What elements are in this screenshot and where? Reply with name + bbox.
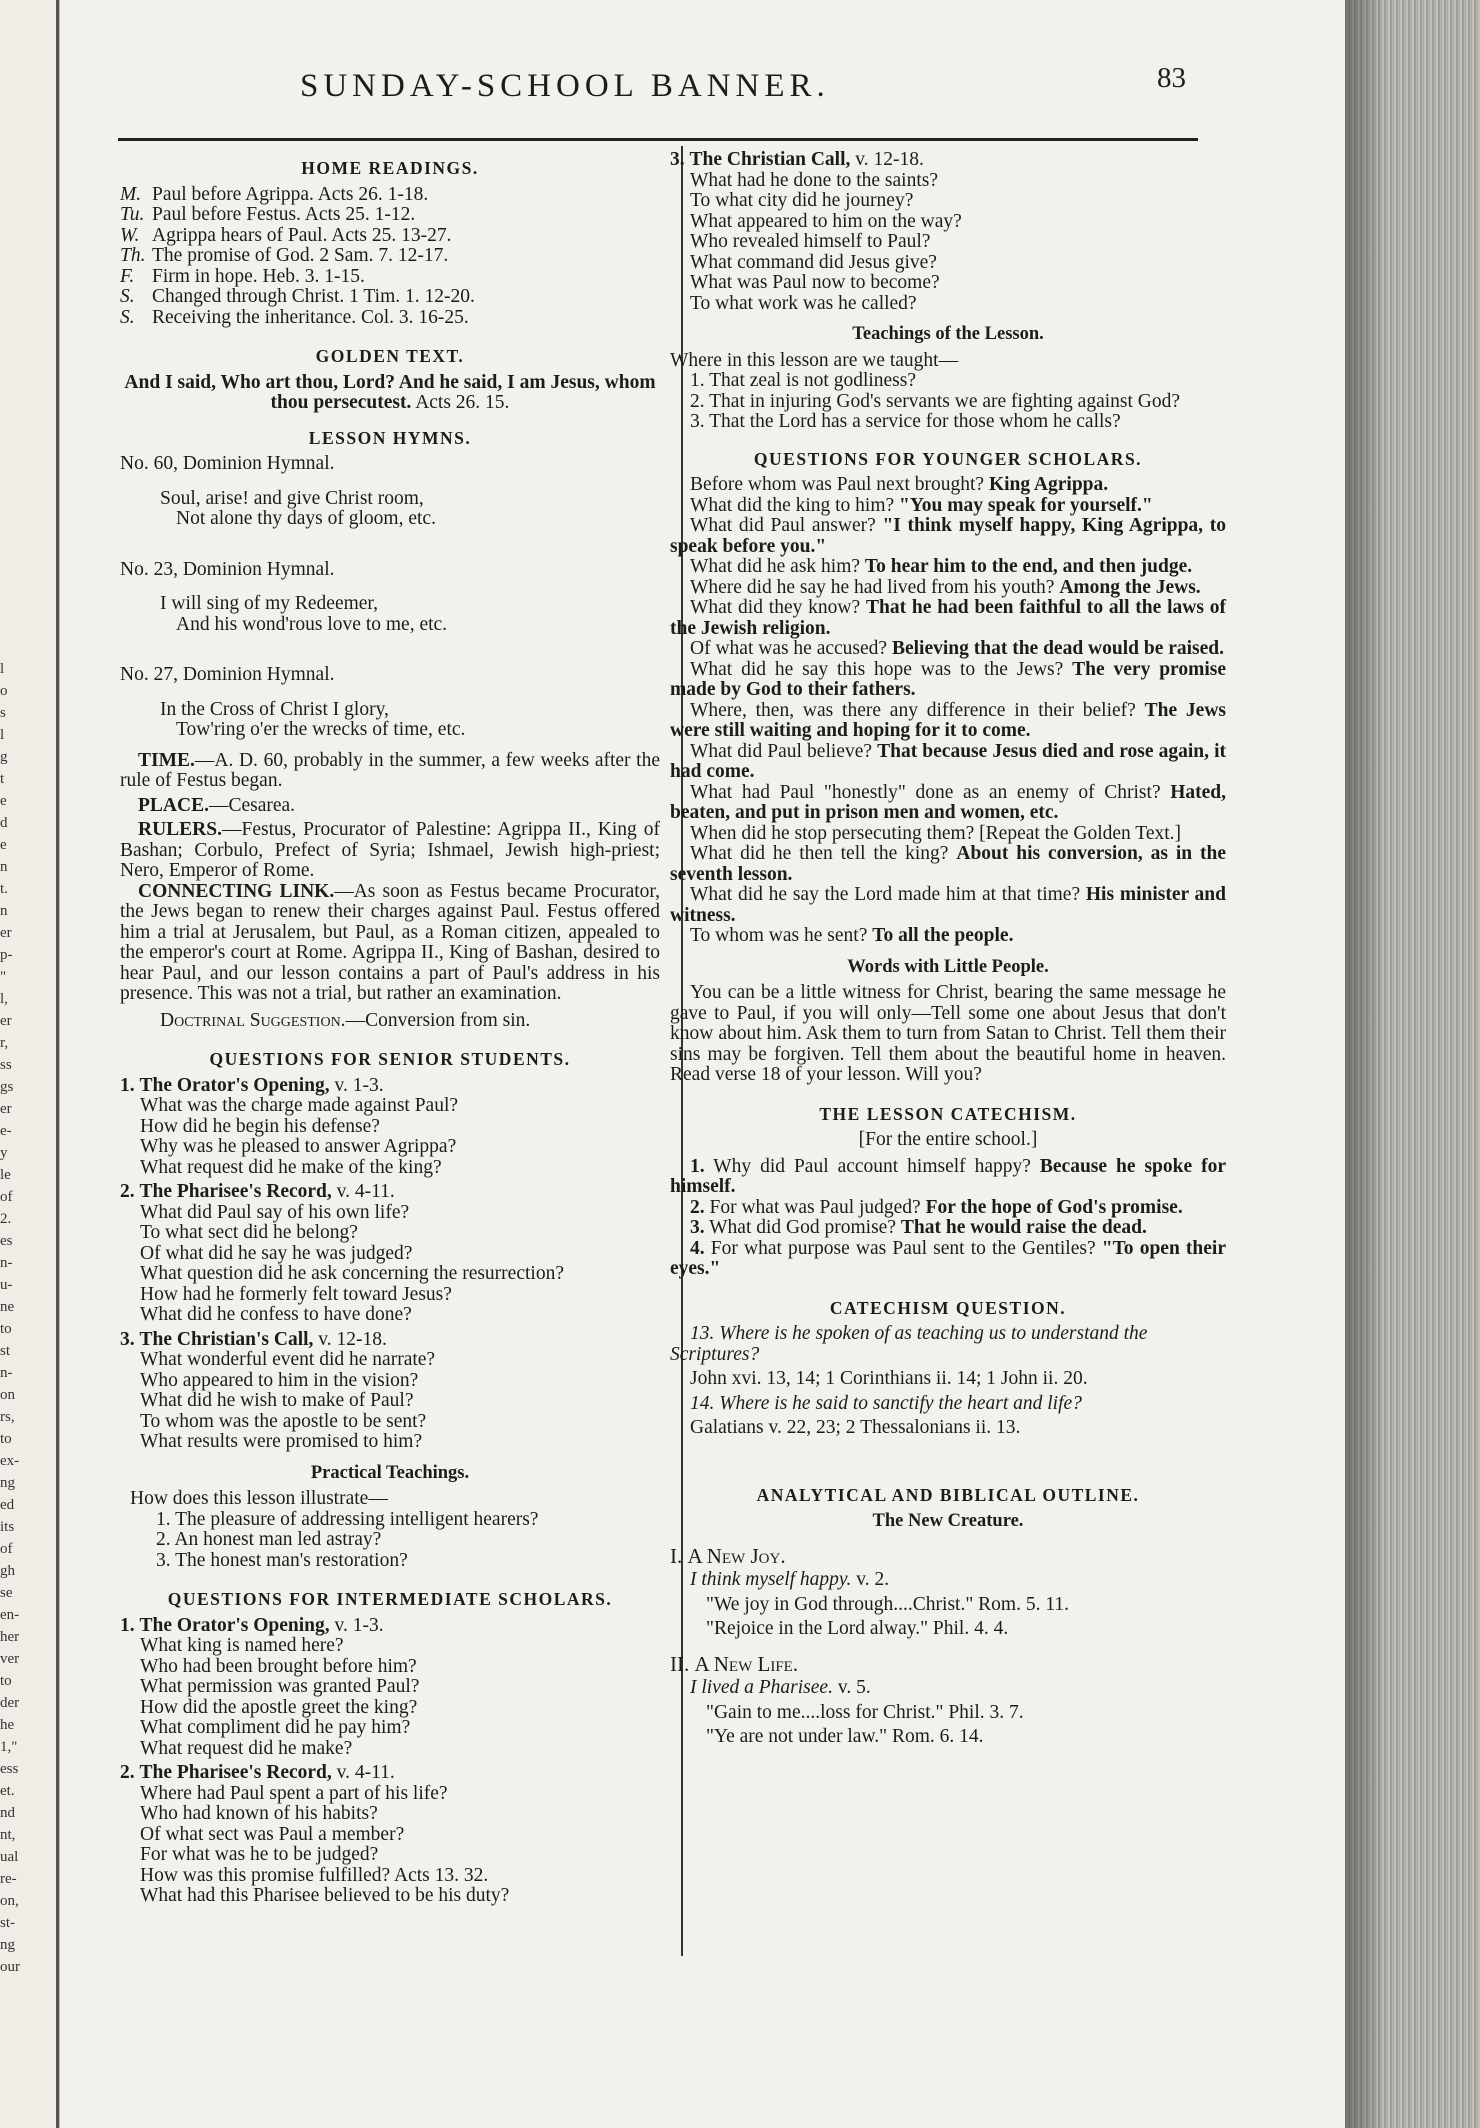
left-page-fragment: ng	[0, 1475, 15, 1491]
reading-text: Receiving the inheritance. Col. 3. 16-25.	[152, 306, 469, 328]
outline-parts	[670, 1543, 1226, 1748]
question: What command did Jesus give?	[690, 251, 937, 273]
left-page-edge	[0, 0, 59, 2128]
question: What had he done to the saints?	[690, 169, 939, 191]
home-readings-heading: HOME READINGS.	[301, 158, 479, 178]
left-page-fragment: gh	[0, 1563, 15, 1579]
left-page-fragment: se	[0, 1585, 13, 1601]
question: What compliment did he pay him?	[140, 1717, 411, 1738]
reading-item	[120, 185, 660, 206]
lesson-hymns-heading: LESSON HYMNS.	[308, 427, 472, 448]
hymn-line: Tow'ring o'er the wrecks of time, etc.	[176, 719, 466, 740]
catechism-number: 1.	[690, 1155, 705, 1177]
catechism-a14: Galatians v. 22, 23; 2 Thessalonians ii. 13.	[690, 1417, 1021, 1438]
left-page-fragment: ual	[0, 1849, 19, 1865]
left-page-fragment: e	[0, 793, 7, 809]
reading-item	[120, 205, 660, 226]
rulers-label: RULERS.	[138, 819, 222, 840]
practical-item: 2. An honest man led astray?	[156, 1529, 382, 1550]
left-page-fragment: nt,	[0, 1827, 16, 1843]
golden-text-body: And I said, Who art thou, Lord? And he said, I am Jesus, whom thou persecutest.	[124, 371, 656, 413]
senior-questions	[120, 1076, 660, 1453]
left-page-fragment: et.	[0, 1783, 15, 1799]
outline-verse-text: I think myself happy.	[690, 1569, 852, 1590]
question: To what work was he called?	[690, 292, 917, 314]
outline-part-heading	[670, 1543, 1226, 1568]
catechism-heading: THE LESSON CATECHISM.	[819, 1103, 1077, 1124]
left-page-fragment: 2.	[0, 1211, 12, 1227]
question: What did he wish to make of Paul?	[140, 1390, 414, 1411]
section-heading	[120, 1330, 660, 1351]
reading-text: Agrippa hears of Paul. Acts 25. 13-27.	[152, 224, 452, 246]
catechism-question: For what purpose was Paul sent to the Gentiles?	[710, 1237, 1096, 1259]
qa-item	[670, 557, 1226, 578]
question: What was Paul now to become?	[690, 272, 940, 293]
left-page-fragment: u-	[0, 1277, 13, 1293]
qa-question: What did he then tell the king?	[690, 843, 949, 864]
reading-text: Paul before Agrippa. Acts 26. 1-18.	[152, 183, 429, 205]
practical-intro: How does this lesson illustrate—	[130, 1488, 388, 1509]
left-page-fragment: ex-	[0, 1453, 20, 1469]
reading-item	[120, 287, 660, 308]
left-page-fragment: es	[0, 1233, 13, 1249]
qa-answer: His minister and witness.	[670, 884, 1226, 926]
rulers-text: —Festus, Procurator of Palestine: Agrippa II., King of Bashan; Corbulo, Prefect of Syria; Ishmael, Jewish high-priest; Nero, Emperor of Rome.	[120, 819, 660, 881]
catechism-q14	[670, 1394, 1226, 1415]
practical-item: 3. The honest man's restoration?	[156, 1549, 408, 1571]
qa-item	[670, 885, 1226, 926]
catechism-number: 4.	[690, 1237, 705, 1259]
question: What results were promised to him?	[140, 1431, 423, 1452]
catechism-a13: John xvi. 13, 14; 1 Corinthians ii. 14; 1 John ii. 20.	[690, 1368, 1088, 1389]
reading-day: Th.	[120, 245, 146, 266]
outline-verse-text: I lived a Pharisee.	[690, 1677, 833, 1698]
qa-item	[670, 742, 1226, 783]
outline-verse	[670, 1570, 1226, 1591]
left-page-fragment: l	[0, 727, 5, 743]
outline-ref: "Rejoice in the Lord alway." Phil. 4. 4.	[706, 1618, 1009, 1639]
outline-part-number: I.	[670, 1543, 683, 1568]
outline-ref: "Ye are not under law." Rom. 6. 14.	[706, 1726, 984, 1747]
qa-question: Where, then, was there any difference in their belief?	[690, 699, 1136, 721]
outline-sub: The New Creature.	[872, 1511, 1024, 1531]
qa-question: What did he ask him?	[690, 556, 861, 577]
golden-text	[120, 373, 660, 414]
qa-question: Before whom was Paul next brought?	[690, 474, 985, 495]
home-readings-list	[120, 185, 660, 329]
practical-heading: Practical Teachings.	[310, 1462, 470, 1483]
left-page-fragment: to	[0, 1431, 12, 1447]
left-page-fragment: der	[0, 1695, 20, 1711]
senior-heading: QUESTIONS FOR SENIOR STUDENTS.	[209, 1049, 571, 1069]
left-page-fragment: "	[0, 969, 7, 985]
teachings-list	[670, 371, 1226, 433]
teaching-item: 2. That in injuring God's servants we are fighting against God?	[690, 390, 1181, 412]
catechism-item	[670, 1239, 1226, 1280]
section-number: 1.	[120, 1074, 135, 1096]
question: To whom was the apostle to be sent?	[140, 1410, 427, 1432]
header-rule	[118, 138, 1198, 141]
left-page-fragment: l,	[0, 991, 8, 1007]
question: Why was he pleased to answer Agrippa?	[140, 1136, 457, 1157]
qa-question: What did the king to him?	[690, 494, 895, 516]
left-page-fragment: t	[0, 771, 5, 787]
question: What did Paul say of his own life?	[140, 1201, 410, 1223]
question: What request did he make of the king?	[140, 1156, 442, 1178]
reading-day: F.	[120, 265, 135, 287]
catechism-item	[670, 1157, 1226, 1198]
outline-ref: "We joy in God through....Christ." Rom. 5. 11.	[706, 1593, 1069, 1615]
left-page-fragment: s	[0, 705, 6, 721]
qa-item	[670, 844, 1226, 885]
qa-item	[670, 639, 1226, 660]
section-title: The Christian's Call,	[139, 1328, 314, 1350]
qa-answer: "You may speak for yourself."	[899, 494, 1153, 516]
outline-verse-ref: v. 2.	[856, 1569, 890, 1590]
hymn-number: No. 23, Dominion Hymnal.	[120, 558, 335, 580]
section-ref: v. 12-18.	[318, 1328, 387, 1350]
reading-text: Changed through Christ. 1 Tim. 1. 12-20.	[152, 286, 475, 307]
qa-answer: The Jews were still waiting and hoping for it to come.	[670, 699, 1226, 741]
section-number: 2.	[120, 1181, 135, 1202]
left-page-fragment: ess	[0, 1761, 19, 1777]
question: Of what did he say he was judged?	[140, 1242, 413, 1264]
catechism-answer: That he would raise the dead.	[900, 1217, 1147, 1238]
place-note	[120, 796, 660, 817]
left-page-fragment: of	[0, 1541, 13, 1557]
left-page-fragment: p-	[0, 947, 13, 963]
catechism-question: What did God promise?	[709, 1217, 896, 1238]
reading-day: M.	[120, 183, 142, 205]
qa-item	[670, 660, 1226, 701]
catechism-answer: Because he spoke for himself.	[670, 1155, 1226, 1197]
question: Of what sect was Paul a member?	[140, 1823, 405, 1845]
qa-question: What did they know?	[690, 597, 861, 618]
left-page-fragment: of	[0, 1189, 13, 1205]
doctrinal-note	[120, 1011, 660, 1032]
qa-item	[670, 578, 1226, 599]
reading-day: Tu.	[120, 204, 145, 225]
outline-part-title: A New Life.	[694, 1651, 799, 1676]
left-column	[120, 146, 660, 1907]
qa-question: What did Paul believe?	[690, 740, 873, 762]
section-heading	[120, 1076, 660, 1097]
qa-answer: Among the Jews.	[1059, 576, 1201, 598]
catechism-q13	[670, 1324, 1226, 1365]
practical-item: 1. The pleasure of addressing intelligent hearers?	[156, 1508, 539, 1530]
left-page-fragment: st	[0, 1343, 11, 1359]
question: What did he confess to have done?	[140, 1304, 412, 1325]
left-page-fragment: rs,	[0, 1409, 15, 1425]
qa-question: To whom was he sent?	[690, 925, 868, 946]
left-page-fragment: our	[0, 1959, 20, 1975]
left-page-fragment: gs	[0, 1079, 14, 1095]
teachings-heading: Teachings of the Lesson.	[852, 324, 1044, 344]
qa-item	[670, 496, 1226, 517]
section-ref: v. 12-18.	[855, 149, 924, 170]
left-page-fragment: its	[0, 1519, 15, 1535]
reading-item	[120, 308, 660, 329]
question: How was this promise fulfilled? Acts 13. 32.	[140, 1864, 489, 1886]
catechism-number: 2.	[690, 1196, 705, 1218]
question: How did the apostle greet the king?	[140, 1696, 418, 1718]
question: What wonderful event did he narrate?	[140, 1349, 436, 1370]
doctrinal-label: Doctrinal Suggestion.	[160, 1009, 346, 1031]
outline-verse	[670, 1678, 1226, 1699]
catechism-answer: For the hope of God's promise.	[925, 1196, 1183, 1218]
qa-answer: The very promise made by God to their fathers.	[670, 658, 1227, 700]
hymn-line: Soul, arise! and give Christ room,	[160, 487, 424, 509]
question: Who had known of his habits?	[140, 1803, 378, 1824]
practical-list	[120, 1510, 660, 1572]
outline-part-title: A New Joy.	[687, 1543, 786, 1568]
section-number: 3.	[670, 149, 685, 170]
reading-text: The promise of God. 2 Sam. 7. 12-17.	[152, 245, 449, 266]
left-page-fragment: o	[0, 683, 8, 699]
left-page-fragment: ver	[0, 1651, 20, 1667]
words-little-heading: Words with Little People.	[847, 956, 1049, 977]
left-page-fragment: er	[0, 925, 12, 941]
left-page-fragment: her	[0, 1629, 20, 1645]
left-page-fragment: he	[0, 1717, 15, 1733]
left-page-fragment: ne	[0, 1299, 15, 1315]
question: To what sect did he belong?	[140, 1222, 358, 1243]
section-heading	[670, 150, 1226, 171]
qa-answer: To all the people.	[872, 925, 1014, 946]
qa-question: What had Paul "honestly" done as an enemy of Christ?	[690, 781, 1161, 803]
catechism-number: 3.	[690, 1217, 705, 1238]
question: What was the charge made against Paul?	[140, 1095, 459, 1116]
reading-item	[120, 267, 660, 288]
question: To what city did he journey?	[690, 190, 914, 211]
golden-text-heading: GOLDEN TEXT.	[315, 346, 465, 366]
qa-question: Where did he say he had lived from his youth?	[690, 576, 1055, 598]
time-label: TIME.	[138, 749, 195, 771]
catechism-question: For what was Paul judged?	[709, 1196, 921, 1218]
left-page-fragment: r,	[0, 1035, 9, 1051]
left-page-fragment: n	[0, 859, 8, 875]
left-page-fragment: le	[0, 1167, 11, 1183]
left-page-fragment: re-	[0, 1871, 17, 1887]
outline-part-heading	[670, 1651, 1226, 1676]
qa-answer: "I think myself happy, King Agrippa, to speak before you."	[670, 515, 1226, 557]
qa-item	[670, 598, 1226, 639]
qa-item	[670, 516, 1226, 557]
hymn-line: And his wond'rous love to me, etc.	[176, 613, 448, 635]
section-ref: v. 4-11.	[336, 1181, 395, 1202]
outline-heading: ANALYTICAL AND BIBLICAL OUTLINE.	[756, 1484, 1140, 1505]
left-page-fragment: ng	[0, 1937, 15, 1953]
rulers-note	[120, 820, 660, 882]
left-page-fragment: ss	[0, 1057, 12, 1073]
intermediate-questions	[120, 1616, 660, 1907]
section-heading	[120, 1182, 660, 1203]
qa-question: Of what was he accused?	[690, 638, 888, 659]
left-page-fragment: 1,"	[0, 1739, 18, 1755]
left-page-fragment: er	[0, 1013, 12, 1029]
qa-answer: Hated, beaten, and put in prison men and women, etc.	[670, 781, 1227, 823]
hymn-line: I will sing of my Redeemer,	[160, 593, 379, 614]
running-title: SUNDAY-SCHOOL BANNER.	[300, 68, 830, 104]
left-page-fragment: to	[0, 1321, 12, 1337]
younger-questions	[670, 475, 1226, 947]
time-note	[120, 751, 660, 792]
catechism-q14-text: 14. Where is he said to sanctify the heart and life?	[690, 1392, 1082, 1414]
younger-heading: QUESTIONS FOR YOUNGER SCHOLARS.	[753, 448, 1143, 469]
catechism-question-heading: CATECHISM QUESTION.	[829, 1297, 1067, 1318]
time-text: —A. D. 60, probably in the summer, a few weeks after the rule of Festus began.	[120, 749, 660, 791]
left-page-fragment: d	[0, 815, 8, 831]
reading-day: S.	[120, 286, 135, 307]
question: How had he formerly felt toward Jesus?	[140, 1283, 452, 1305]
qa-answer: To hear him to the end, and then judge.	[864, 556, 1193, 577]
teaching-item: 3. That the Lord has a service for those whom he calls?	[690, 411, 1121, 432]
left-page-fragment: y	[0, 1145, 8, 1161]
left-page-fragment: e	[0, 837, 7, 853]
left-page-fragment: l	[0, 661, 5, 677]
question: For what was he to be judged?	[140, 1844, 379, 1865]
section-ref: v. 4-11.	[336, 1762, 395, 1783]
section-title: The Orator's Opening,	[139, 1074, 330, 1096]
hymn-list	[120, 454, 660, 741]
qa-answer: That he had been faithful to all the laws of the Jewish religion.	[670, 597, 1227, 639]
question: Who had been brought before him?	[140, 1655, 417, 1677]
question: Who revealed himself to Paul?	[690, 231, 931, 252]
section-number: 1.	[120, 1614, 135, 1636]
hymn-line: Not alone thy days of gloom, etc.	[176, 508, 436, 529]
qa-question: What did he say the Lord made him at that time?	[690, 884, 1081, 905]
section-heading	[120, 1763, 660, 1784]
question: Where had Paul spent a part of his life?	[140, 1782, 448, 1804]
reading-text: Firm in hope. Heb. 3. 1-15.	[152, 265, 365, 287]
question: What king is named here?	[140, 1635, 344, 1656]
golden-text-ref: Acts 26. 15.	[415, 392, 510, 413]
outline-ref: "Gain to me....loss for Christ." Phil. 3. 7.	[706, 1701, 1024, 1723]
left-page-fragment: on,	[0, 1893, 19, 1909]
qa-answer: That because Jesus died and rose again, it had come.	[670, 740, 1226, 782]
qa-question: When did he stop persecuting them? [Repeat the Golden Text.]	[690, 822, 1182, 844]
section-title: The Pharisee's Record,	[139, 1181, 332, 1202]
left-page-fragment: t.	[0, 881, 8, 897]
teaching-item: 1. That zeal is not godliness?	[690, 370, 917, 391]
qa-answer: About his conversion, as in the seventh lesson.	[670, 843, 1227, 885]
qa-question: What did Paul answer?	[690, 515, 876, 536]
place-label: PLACE.	[138, 794, 209, 816]
left-page-fragment: n-	[0, 1365, 13, 1381]
teachings-intro: Where in this lesson are we taught—	[670, 349, 959, 371]
catechism-sub: [For the entire school.]	[858, 1129, 1038, 1150]
intermediate-questions-continued	[670, 150, 1226, 314]
hymn-line: In the Cross of Christ I glory,	[160, 698, 389, 720]
reading-item	[120, 226, 660, 247]
qa-item	[670, 475, 1226, 496]
qa-item	[670, 701, 1226, 742]
right-column	[670, 146, 1226, 1748]
section-title: The Orator's Opening,	[139, 1614, 330, 1636]
left-page-fragment: en-	[0, 1607, 20, 1623]
qa-question: What did he say this hope was to the Jews?	[690, 658, 1064, 680]
words-little-text: You can be a little witness for Christ, bearing the same message he gave to Paul, if you will only—Tell some one about Jesus that don't know about him. Ask them to turn from Satan to Christ. Tell them their sins may be forgiven. Tell them about the beautiful home in heaven. Read verse 18 of your lesson. Will you?	[670, 982, 1226, 1085]
reading-day: W.	[120, 224, 140, 246]
reading-item	[120, 246, 660, 267]
reading-day: S.	[120, 306, 135, 328]
hymn-number: No. 27, Dominion Hymnal.	[120, 664, 335, 685]
question: How did he begin his defense?	[140, 1115, 380, 1137]
question: What request did he make?	[140, 1737, 353, 1759]
question: What appeared to him on the way?	[690, 210, 962, 232]
left-page-fragment: st-	[0, 1915, 15, 1931]
page-number: 83	[1157, 62, 1186, 94]
section-heading	[120, 1616, 660, 1637]
section-title: The Pharisee's Record,	[139, 1762, 332, 1783]
left-page-fragment: ed	[0, 1497, 15, 1513]
place-text: —Cesarea.	[208, 794, 296, 816]
question: Who appeared to him in the vision?	[140, 1369, 419, 1391]
catechism-q13-text: 13. Where is he spoken of as teaching us to understand the Scriptures?	[670, 1323, 1148, 1365]
left-page-fragment: nd	[0, 1805, 15, 1821]
section-number: 3.	[120, 1328, 135, 1350]
question: What question did he ask concerning the resurrection?	[140, 1263, 564, 1284]
outline-part-number: II.	[670, 1651, 690, 1676]
catechism-question: Why did Paul account himself happy?	[713, 1155, 1031, 1177]
left-page-fragment: e-	[0, 1123, 12, 1139]
connecting-link-note	[120, 882, 660, 1005]
question: What had this Pharisee believed to be his duty?	[140, 1885, 510, 1906]
left-page-fragment: n	[0, 903, 8, 919]
connecting-link-label: CONNECTING LINK.	[138, 880, 335, 902]
catechism-answer: "To open their eyes."	[670, 1237, 1226, 1279]
reading-text: Paul before Festus. Acts 25. 1-12.	[152, 204, 416, 225]
hymn-number: No. 60, Dominion Hymnal.	[120, 453, 335, 474]
section-ref: v. 1-3.	[334, 1614, 384, 1636]
qa-answer: King Agrippa.	[988, 474, 1109, 495]
section-number: 2.	[120, 1762, 135, 1783]
intermediate-heading: QUESTIONS FOR INTERMEDIATE SCHOLARS.	[167, 1589, 613, 1609]
left-page-fragment: on	[0, 1387, 15, 1403]
qa-item	[670, 824, 1226, 845]
catechism-item	[670, 1198, 1226, 1219]
qa-item	[670, 783, 1226, 824]
doctrinal-text: —Conversion from sin.	[345, 1009, 531, 1031]
qa-item	[670, 926, 1226, 947]
catechism-item	[670, 1218, 1226, 1239]
left-page-fragment: g	[0, 749, 8, 765]
question: What permission was granted Paul?	[140, 1676, 420, 1697]
connecting-link-text: —As soon as Festus became Procurator, the Jews began to renew their charges against Paul. Festus offered him a trial at Jerusalem, but Paul, as a Roman citizen, appealed to the emperor's court at Rome. Agrippa II., King of Bashan, desired to hear Paul, and our lesson contains a part of Paul's address in his presence. This was not a trial, but rather an examination.	[120, 880, 660, 1004]
section-title: The Christian Call,	[689, 149, 851, 170]
left-page-fragment: n-	[0, 1255, 13, 1271]
catechism-list	[670, 1157, 1226, 1280]
page-edges	[1345, 0, 1480, 2128]
qa-answer: Believing that the dead would be raised.	[891, 638, 1225, 659]
outline-verse-ref: v. 5.	[837, 1677, 871, 1698]
left-page-fragment: er	[0, 1101, 12, 1117]
section-ref: v. 1-3.	[334, 1074, 384, 1096]
left-page-fragment: to	[0, 1673, 12, 1689]
